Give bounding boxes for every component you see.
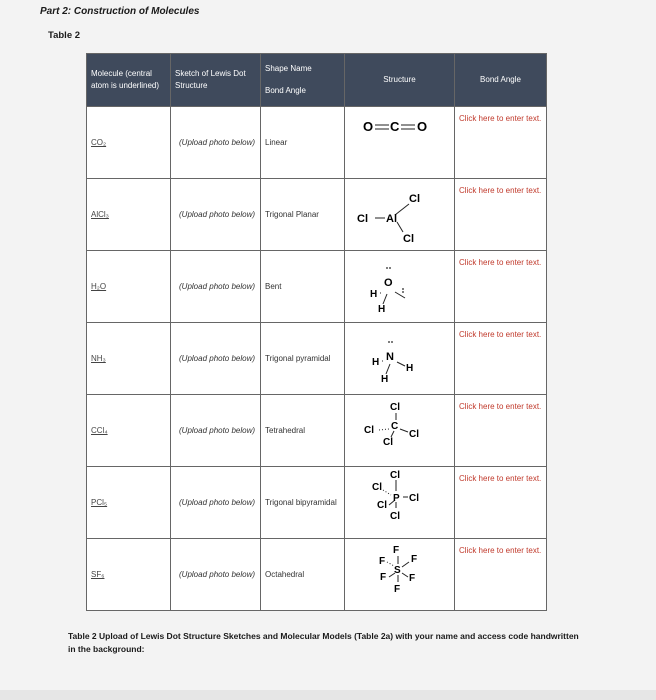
upload-photo-cell: (Upload photo below) bbox=[171, 323, 261, 395]
header-bond-angle-sub: Bond Angle bbox=[265, 86, 306, 95]
structure-cell bbox=[345, 107, 455, 179]
shape-name: Bent bbox=[261, 251, 345, 323]
table-caption: Table 2 Upload of Lewis Dot Structure Sketches and Molecular Models (Table 2a) with your name and access code handwritten in the background: bbox=[68, 631, 579, 654]
molecule-cell bbox=[87, 323, 171, 395]
header-sketch: Sketch of Lewis Dot Structure bbox=[171, 54, 261, 107]
header-molecule: Molecule (central atom is underlined) bbox=[87, 54, 171, 107]
header-shape-angle bbox=[261, 54, 345, 107]
molecule-formula: SF₆ bbox=[91, 570, 105, 579]
upload-photo-cell: (Upload photo below) bbox=[171, 107, 261, 179]
atom-cl: Cl bbox=[364, 424, 374, 436]
atom-h: H bbox=[406, 362, 414, 374]
bond-angle-input[interactable]: Click here to enter text. bbox=[455, 323, 547, 395]
bond-angle-input[interactable]: Click here to enter text. bbox=[455, 179, 547, 251]
atom-p: P bbox=[393, 492, 400, 504]
sf6-structure bbox=[345, 540, 455, 610]
table-label: Table 2 bbox=[48, 30, 81, 41]
bond-angle-input[interactable]: Click here to enter text. bbox=[455, 467, 547, 539]
atom-f: F bbox=[409, 572, 416, 584]
table-row-sf6 bbox=[87, 539, 547, 611]
atom-cl: Cl bbox=[409, 192, 420, 205]
bond-angle-input[interactable]: Click here to enter text. bbox=[455, 395, 547, 467]
bond-angle-input[interactable]: Click here to enter text. bbox=[455, 539, 547, 611]
bond-angle-input[interactable]: Click here to enter text. bbox=[455, 251, 547, 323]
atom-h: H bbox=[370, 288, 378, 300]
atom-h: H bbox=[372, 356, 380, 368]
atom-cl: Cl bbox=[377, 499, 387, 511]
atom-h: H bbox=[378, 303, 386, 315]
molecule-cell bbox=[87, 179, 171, 251]
molecule-cell bbox=[87, 467, 171, 539]
table-row-h2o bbox=[87, 251, 547, 323]
structure-cell bbox=[345, 395, 455, 467]
molecule-cell bbox=[87, 107, 171, 179]
atom-o: O bbox=[417, 118, 428, 134]
atom-c: C bbox=[390, 118, 400, 134]
atom-h: H bbox=[381, 373, 389, 385]
header-bond-angle: Bond Angle bbox=[455, 54, 547, 107]
atom-c: C bbox=[391, 420, 399, 432]
structure-cell bbox=[345, 179, 455, 251]
molecule-formula: AlCl₃ bbox=[91, 210, 109, 219]
molecule-formula: CO₂ bbox=[91, 138, 107, 147]
atom-cl: Cl bbox=[357, 212, 368, 225]
table-row-nh3 bbox=[87, 323, 547, 395]
co2-structure bbox=[345, 108, 455, 178]
upload-photo-cell: (Upload photo below) bbox=[171, 251, 261, 323]
atom-cl: Cl bbox=[390, 469, 400, 481]
atom-n: N bbox=[386, 350, 394, 363]
shape-name: Trigonal pyramidal bbox=[261, 323, 345, 395]
atom-cl: Cl bbox=[372, 481, 382, 493]
atom-cl: Cl bbox=[409, 428, 419, 440]
molecules-table bbox=[86, 53, 547, 611]
atom-f: F bbox=[380, 571, 387, 583]
upload-photo-cell: (Upload photo below) bbox=[171, 467, 261, 539]
structure-cell bbox=[345, 467, 455, 539]
molecule-formula: PCl₅ bbox=[91, 498, 108, 507]
ccl4-structure bbox=[345, 396, 455, 466]
table-row-pcl5 bbox=[87, 467, 547, 539]
upload-photo-cell: (Upload photo below) bbox=[171, 395, 261, 467]
pcl5-structure bbox=[345, 468, 455, 538]
atom-cl: Cl bbox=[390, 401, 400, 413]
upload-photo-cell: (Upload photo below) bbox=[171, 539, 261, 611]
atom-f: F bbox=[394, 583, 401, 595]
nh3-structure bbox=[345, 324, 455, 394]
part-title: Part 2: Construction of Molecules bbox=[40, 6, 200, 17]
table-row-ccl4 bbox=[87, 395, 547, 467]
structure-cell bbox=[345, 251, 455, 323]
molecule-cell bbox=[87, 251, 171, 323]
atom-f: F bbox=[393, 544, 400, 556]
table-header-row bbox=[87, 54, 547, 107]
table-row-alcl3 bbox=[87, 179, 547, 251]
shape-name: Trigonal Planar bbox=[261, 179, 345, 251]
atom-f: F bbox=[411, 553, 418, 565]
bottom-bar bbox=[0, 690, 656, 700]
molecule-formula: H₂O bbox=[91, 282, 107, 291]
alcl3-structure bbox=[345, 180, 455, 250]
structure-cell bbox=[345, 323, 455, 395]
upload-photo-cell: (Upload photo below) bbox=[171, 179, 261, 251]
atom-cl: Cl bbox=[390, 510, 400, 522]
atom-s: S bbox=[394, 564, 401, 576]
atom-al: Al bbox=[386, 212, 397, 225]
bond-angle-input[interactable]: Click here to enter text. bbox=[455, 107, 547, 179]
table-row-co2 bbox=[87, 107, 547, 179]
atom-cl: Cl bbox=[409, 492, 419, 504]
header-shape-name: Shape Name bbox=[265, 64, 312, 73]
atom-o: O bbox=[363, 118, 374, 134]
atom-cl: Cl bbox=[403, 232, 414, 245]
molecule-formula: NH₃ bbox=[91, 354, 106, 363]
atom-o: O bbox=[384, 276, 393, 289]
structure-cell bbox=[345, 539, 455, 611]
molecule-cell bbox=[87, 395, 171, 467]
shape-name: Linear bbox=[261, 107, 345, 179]
atom-f: F bbox=[379, 555, 386, 567]
shape-name: Tetrahedral bbox=[261, 395, 345, 467]
molecule-cell bbox=[87, 539, 171, 611]
atom-cl: Cl bbox=[383, 436, 393, 448]
molecule-formula: CCl₄ bbox=[91, 426, 108, 435]
shape-name: Octahedral bbox=[261, 539, 345, 611]
h2o-structure bbox=[345, 252, 455, 322]
shape-name: Trigonal bipyramidal bbox=[261, 467, 345, 539]
header-structure: Structure bbox=[345, 54, 455, 107]
